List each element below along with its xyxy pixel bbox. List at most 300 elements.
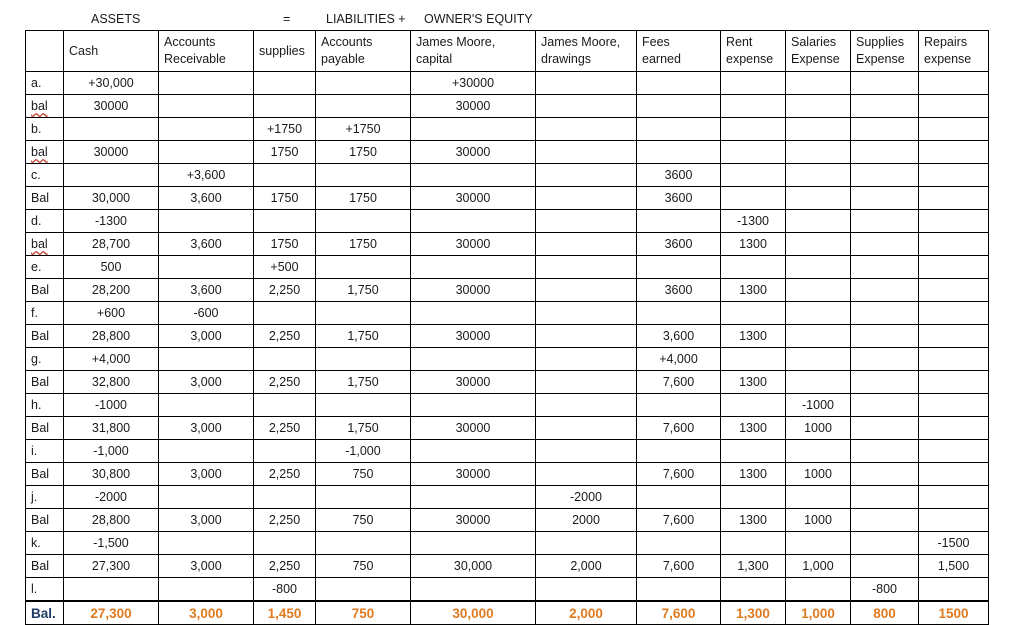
cell-salaries-expense: 1000 [786,417,851,440]
cell-repairs-expense [919,348,989,371]
cell-accounts-receivable [159,256,254,279]
cell-fees-earned [637,256,721,279]
cell-supplies-expense [851,371,919,394]
cell-repairs-expense [919,394,989,417]
row-label: a. [26,72,64,95]
cell-repairs-expense [919,233,989,256]
table-row [26,463,989,486]
cell-capital: 30000 [411,325,536,348]
column-header-rent-expense [721,31,786,72]
table-row [26,486,989,509]
cell-capital: 30000 [411,509,536,532]
cell-fees-earned [637,302,721,325]
column-header-fees-earned [637,31,721,72]
cell-drawings [536,371,637,394]
cell-accounts-payable: 750 [316,601,411,625]
cell-rent-expense [721,256,786,279]
cell-cash: 27,300 [64,601,159,625]
column-header-salaries-expense [786,31,851,72]
cell-capital: 30000 [411,279,536,302]
column-header-accounts-payable [316,31,411,72]
cell-supplies-expense [851,348,919,371]
cell-fees-earned: 3600 [637,187,721,210]
cell-drawings: 2,000 [536,601,637,625]
cell-fees-earned [637,532,721,555]
cell-repairs-expense [919,141,989,164]
cell-supplies: 1,450 [254,601,316,625]
column-header-row-label [26,31,64,72]
table-row [26,371,989,394]
cell-accounts-payable [316,164,411,187]
cell-supplies-expense [851,325,919,348]
cell-drawings [536,72,637,95]
cell-accounts-receivable: 3,000 [159,601,254,625]
cell-cash: 30000 [64,141,159,164]
cell-fees-earned [637,95,721,118]
cell-accounts-receivable: 3,600 [159,187,254,210]
cell-supplies-expense [851,486,919,509]
cell-repairs-expense [919,371,989,394]
cell-cash: +600 [64,302,159,325]
cell-cash: 31,800 [64,417,159,440]
cell-fees-earned [637,72,721,95]
cell-accounts-payable [316,486,411,509]
cell-drawings [536,532,637,555]
cell-accounts-payable [316,210,411,233]
cell-supplies-expense [851,118,919,141]
cell-drawings [536,302,637,325]
cell-cash: -1,000 [64,440,159,463]
cell-rent-expense: 1,300 [721,555,786,578]
cell-drawings [536,394,637,417]
cell-salaries-expense [786,532,851,555]
cell-supplies-expense [851,164,919,187]
cell-supplies [254,348,316,371]
cell-supplies: 2,250 [254,463,316,486]
column-header-line: Salaries [791,35,837,49]
cell-accounts-payable [316,256,411,279]
column-header-line: supplies [259,43,305,58]
cell-drawings [536,141,637,164]
cell-drawings [536,210,637,233]
cell-drawings: 2,000 [536,555,637,578]
cell-rent-expense: 1300 [721,509,786,532]
cell-capital: 30,000 [411,601,536,625]
cell-accounts-payable: 1750 [316,141,411,164]
cell-supplies-expense [851,302,919,325]
table-row [26,578,989,602]
cell-accounts-payable: 1750 [316,233,411,256]
cell-capital [411,578,536,602]
cell-cash: 30,800 [64,463,159,486]
cell-repairs-expense: 1,500 [919,555,989,578]
column-header-line: expense [924,52,972,66]
equals-sign: = [283,12,291,26]
cell-rent-expense: 1300 [721,233,786,256]
cell-supplies-expense [851,394,919,417]
cell-supplies: 2,250 [254,555,316,578]
cell-salaries-expense: 1,000 [786,555,851,578]
cell-capital: 30000 [411,463,536,486]
cell-capital [411,348,536,371]
cell-drawings [536,164,637,187]
cell-supplies-expense [851,463,919,486]
cell-salaries-expense [786,371,851,394]
cell-supplies-expense: -800 [851,578,919,602]
cell-supplies: 2,250 [254,325,316,348]
column-header-line: Expense [856,52,905,66]
row-label: h. [26,394,64,417]
cell-rent-expense: 1300 [721,325,786,348]
cell-supplies-expense [851,210,919,233]
cell-capital: +30000 [411,72,536,95]
cell-capital [411,118,536,141]
cell-capital: 30000 [411,233,536,256]
cell-capital [411,256,536,279]
cell-salaries-expense [786,141,851,164]
cell-cash [64,578,159,602]
table-row [26,509,989,532]
cell-accounts-payable [316,394,411,417]
row-label: i. [26,440,64,463]
table-row [26,141,989,164]
cell-rent-expense [721,95,786,118]
cell-supplies-expense [851,256,919,279]
cell-salaries-expense [786,348,851,371]
cell-salaries-expense: 1,000 [786,601,851,625]
cell-accounts-payable [316,95,411,118]
cell-supplies [254,210,316,233]
cell-fees-earned [637,486,721,509]
row-label: k. [26,532,64,555]
row-label: b. [26,118,64,141]
cell-repairs-expense: -1500 [919,532,989,555]
cell-salaries-expense [786,233,851,256]
column-header-line: expense [726,52,774,66]
cell-accounts-receivable: 3,600 [159,233,254,256]
cell-supplies [254,486,316,509]
cell-cash: 28,200 [64,279,159,302]
cell-drawings: -2000 [536,486,637,509]
cell-drawings [536,348,637,371]
cell-capital: 30000 [411,141,536,164]
cell-capital: 30000 [411,95,536,118]
cell-repairs-expense [919,509,989,532]
cell-rent-expense: 1300 [721,417,786,440]
liabilities-heading: LIABILITIES + [326,12,406,26]
cell-supplies: 2,250 [254,509,316,532]
cell-fees-earned: 3600 [637,279,721,302]
cell-cash: -1000 [64,394,159,417]
cell-cash: 30,000 [64,187,159,210]
cell-cash: +30,000 [64,72,159,95]
cell-fees-earned: 7,600 [637,555,721,578]
cell-accounts-receivable: 3,000 [159,463,254,486]
cell-repairs-expense [919,302,989,325]
owners-equity-heading: OWNER'S EQUITY [424,12,533,26]
cell-salaries-expense [786,210,851,233]
cell-supplies: +1750 [254,118,316,141]
cell-fees-earned: 7,600 [637,601,721,625]
column-header-line: Repairs [924,35,968,49]
table-row [26,210,989,233]
cell-supplies [254,95,316,118]
table-row [26,440,989,463]
cell-accounts-payable: 750 [316,509,411,532]
cell-capital: 30,000 [411,555,536,578]
column-header-line: Rent [726,35,753,49]
table-body [26,72,989,625]
cell-accounts-receivable: 3,000 [159,417,254,440]
cell-supplies: 1750 [254,233,316,256]
cell-accounts-payable [316,532,411,555]
row-label: c. [26,164,64,187]
cell-supplies: 2,250 [254,417,316,440]
cell-capital [411,394,536,417]
cell-repairs-expense [919,256,989,279]
cell-rent-expense: 1300 [721,371,786,394]
cell-accounts-payable: 750 [316,555,411,578]
cell-capital [411,302,536,325]
column-header-capital [411,31,536,72]
row-label: g. [26,348,64,371]
table-row [26,95,989,118]
cell-supplies [254,72,316,95]
cell-cash: 28,800 [64,325,159,348]
cell-supplies-expense [851,417,919,440]
cell-supplies-expense [851,72,919,95]
column-header-line: Accounts [164,35,216,49]
cell-accounts-receivable [159,486,254,509]
cell-salaries-expense: -1000 [786,394,851,417]
cell-rent-expense [721,578,786,602]
column-header-line: drawings [541,52,592,66]
cell-capital [411,440,536,463]
cell-capital [411,486,536,509]
cell-supplies-expense [851,233,919,256]
row-label: Bal [26,325,64,348]
cell-cash: -1300 [64,210,159,233]
cell-accounts-payable [316,302,411,325]
column-header-accounts-receivable [159,31,254,72]
table-row [26,164,989,187]
row-label: Bal [26,463,64,486]
cell-accounts-payable [316,72,411,95]
cell-salaries-expense [786,187,851,210]
cell-salaries-expense: 1000 [786,463,851,486]
cell-accounts-receivable: 3,000 [159,555,254,578]
cell-fees-earned: +4,000 [637,348,721,371]
cell-capital: 30000 [411,371,536,394]
cell-fees-earned: 7,600 [637,417,721,440]
cell-accounts-receivable [159,118,254,141]
cell-rent-expense [721,72,786,95]
cell-salaries-expense [786,256,851,279]
cell-accounts-receivable [159,210,254,233]
row-label: Bal [26,417,64,440]
cell-supplies: -800 [254,578,316,602]
cell-drawings [536,578,637,602]
cell-rent-expense: 1300 [721,279,786,302]
cell-accounts-payable: 1,750 [316,325,411,348]
assets-heading: ASSETS [91,12,141,26]
cell-cash: -2000 [64,486,159,509]
cell-repairs-expense [919,72,989,95]
cell-repairs-expense [919,463,989,486]
cell-capital [411,532,536,555]
table-row [26,256,989,279]
table-row [26,348,989,371]
table-row [26,72,989,95]
cell-accounts-receivable: 3,600 [159,279,254,302]
cell-repairs-expense [919,187,989,210]
cell-drawings [536,463,637,486]
cell-fees-earned [637,394,721,417]
cell-salaries-expense [786,302,851,325]
cell-accounts-payable: +1750 [316,118,411,141]
cell-rent-expense: -1300 [721,210,786,233]
cell-supplies-expense [851,440,919,463]
cell-rent-expense [721,440,786,463]
row-label: Bal [26,509,64,532]
cell-accounts-payable: 1,750 [316,417,411,440]
cell-drawings: 2000 [536,509,637,532]
cell-fees-earned: 3,600 [637,325,721,348]
cell-fees-earned: 7,600 [637,463,721,486]
cell-drawings [536,118,637,141]
cell-cash: 30000 [64,95,159,118]
accounting-equation-table [25,30,989,625]
row-label: bal [26,233,64,256]
cell-rent-expense: 1,300 [721,601,786,625]
cell-supplies [254,164,316,187]
cell-fees-earned [637,440,721,463]
cell-repairs-expense [919,440,989,463]
column-header-line: Fees [642,35,670,49]
cell-drawings [536,417,637,440]
row-label: d. [26,210,64,233]
column-header-cash [64,31,159,72]
cell-accounts-receivable [159,532,254,555]
cell-cash: 28,700 [64,233,159,256]
cell-fees-earned: 7,600 [637,371,721,394]
cell-salaries-expense [786,95,851,118]
row-label: Bal [26,187,64,210]
cell-accounts-payable: 1,750 [316,371,411,394]
cell-fees-earned [637,578,721,602]
cell-accounts-receivable: +3,600 [159,164,254,187]
cell-accounts-receivable [159,348,254,371]
cell-drawings [536,233,637,256]
cell-repairs-expense [919,95,989,118]
row-label: Bal [26,371,64,394]
cell-rent-expense [721,348,786,371]
cell-accounts-payable: 1,750 [316,279,411,302]
cell-drawings [536,95,637,118]
cell-rent-expense [721,164,786,187]
cell-fees-earned: 7,600 [637,509,721,532]
column-header-line: Receivable [164,52,226,66]
cell-capital: 30000 [411,417,536,440]
row-label: Bal. [26,601,64,625]
cell-accounts-payable: 1750 [316,187,411,210]
cell-supplies-expense [851,532,919,555]
cell-capital [411,210,536,233]
row-label: bal [26,95,64,118]
cell-supplies: +500 [254,256,316,279]
cell-accounts-receivable [159,72,254,95]
table-row [26,279,989,302]
cell-cash: 500 [64,256,159,279]
cell-cash: +4,000 [64,348,159,371]
cell-capital [411,164,536,187]
column-header-line: payable [321,52,365,66]
column-header-line: Accounts [321,35,373,49]
cell-salaries-expense [786,279,851,302]
cell-repairs-expense [919,578,989,602]
cell-accounts-receivable [159,578,254,602]
cell-supplies: 1750 [254,187,316,210]
table-row [26,394,989,417]
cell-accounts-payable [316,578,411,602]
row-label: j. [26,486,64,509]
cell-capital: 30000 [411,187,536,210]
cell-repairs-expense [919,486,989,509]
cell-repairs-expense [919,325,989,348]
cell-repairs-expense [919,279,989,302]
cell-supplies-expense [851,187,919,210]
row-label: e. [26,256,64,279]
cell-accounts-receivable: 3,000 [159,325,254,348]
cell-cash: 27,300 [64,555,159,578]
cell-supplies: 2,250 [254,279,316,302]
cell-supplies [254,302,316,325]
cell-supplies [254,394,316,417]
cell-rent-expense [721,532,786,555]
cell-drawings [536,279,637,302]
cell-repairs-expense [919,118,989,141]
table-row [26,532,989,555]
table-row [26,325,989,348]
cell-repairs-expense: 1500 [919,601,989,625]
cell-supplies-expense [851,509,919,532]
cell-repairs-expense [919,417,989,440]
cell-supplies-expense: 800 [851,601,919,625]
cell-accounts-receivable [159,95,254,118]
cell-rent-expense [721,302,786,325]
cell-accounts-payable [316,348,411,371]
column-header-row [26,31,989,72]
column-header-line: James Moore, [541,35,621,49]
cell-rent-expense [721,187,786,210]
cell-salaries-expense [786,486,851,509]
cell-supplies-expense [851,141,919,164]
cell-fees-earned [637,118,721,141]
column-header-line: Expense [791,52,840,66]
cell-rent-expense [721,394,786,417]
cell-cash [64,118,159,141]
column-header-repairs-expense [919,31,989,72]
row-label: bal [26,141,64,164]
cell-salaries-expense [786,440,851,463]
cell-fees-earned [637,210,721,233]
cell-cash: 28,800 [64,509,159,532]
cell-supplies-expense [851,279,919,302]
column-header-drawings [536,31,637,72]
table-row [26,118,989,141]
cell-salaries-expense: 1000 [786,509,851,532]
column-header-line: capital [416,52,453,66]
